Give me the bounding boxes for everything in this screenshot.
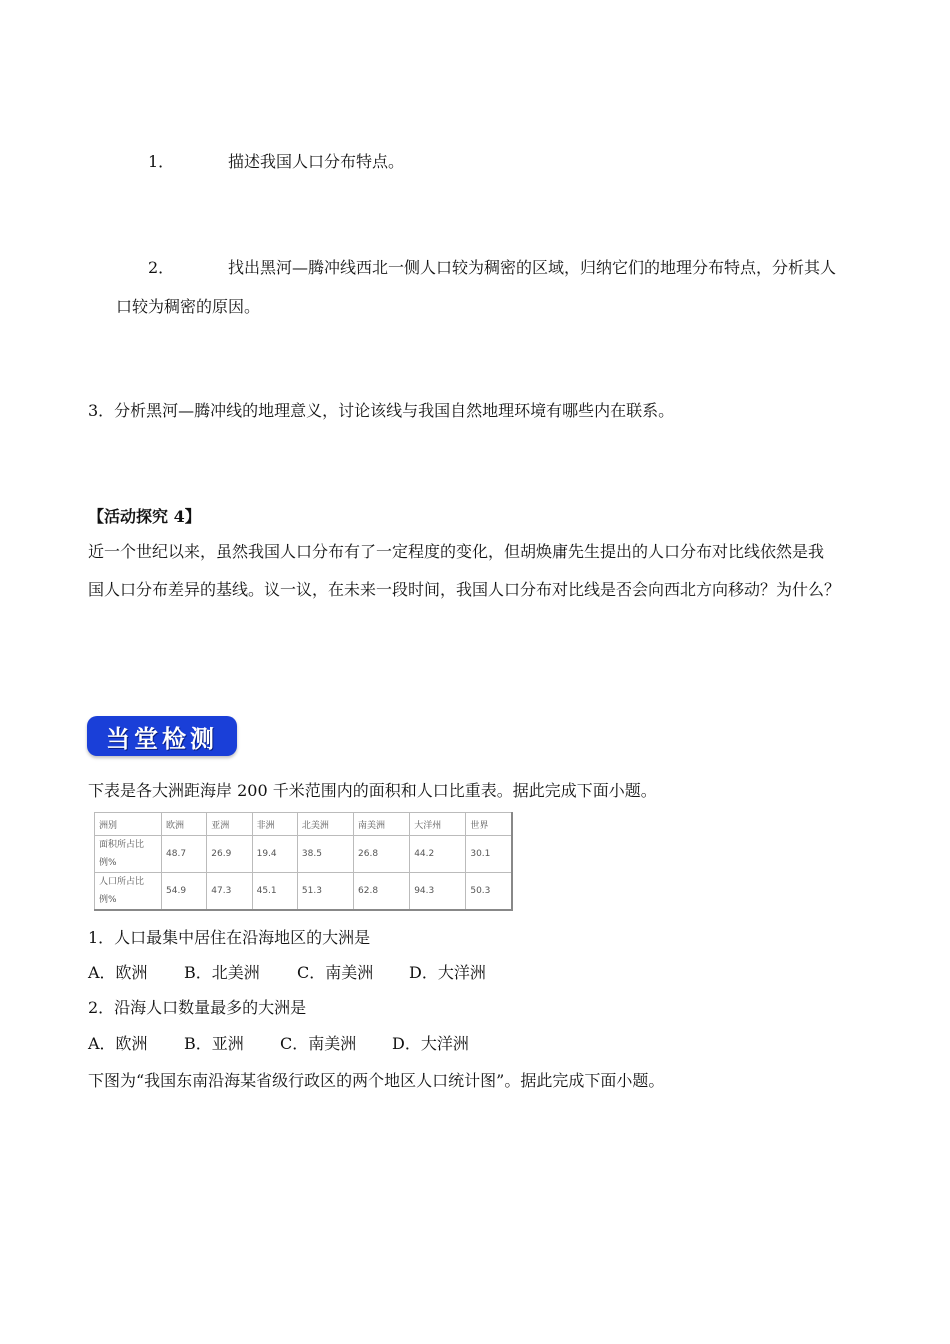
table-cell: 48.7 xyxy=(162,836,207,873)
question-2-text-line1: 找出黑河—腾冲线西北一侧人口较为稠密的区域，归纳它们的地理分布特点，分析其人 xyxy=(228,258,837,277)
mc-question-2-stem: 2．沿海人口数量最多的大洲是 xyxy=(88,998,307,1017)
table-header-row xyxy=(95,813,513,836)
question-3-text: 3．分析黑河—腾冲线的地理意义，讨论该线与我国自然地理环境有哪些内在联系。 xyxy=(88,401,675,420)
mc-question-1-options xyxy=(88,963,486,983)
table-cell: 26.8 xyxy=(354,836,410,873)
table-header-cell: 非洲 xyxy=(252,813,297,836)
table-header-cell: 北美洲 xyxy=(297,813,353,836)
table-cell: 44.2 xyxy=(410,836,466,873)
table-header-cell: 世界 xyxy=(466,813,512,836)
section-banner xyxy=(87,716,237,756)
activity-text-line1: 近一个世纪以来，虽然我国人口分布有了一定程度的变化，但胡焕庸先生提出的人口分布对比线依然是我 xyxy=(88,542,825,561)
continent-data-table xyxy=(94,812,513,911)
next-section-intro: 下图为“我国东南沿海某省级行政区的两个地区人口统计图”。据此完成下面小题。 xyxy=(88,1071,665,1090)
question-1-number: 1． xyxy=(148,152,175,171)
question-2-number: 2． xyxy=(148,258,175,277)
row-label-line2: 例% xyxy=(99,858,117,868)
table-cell: 47.3 xyxy=(207,873,252,911)
table-row-label xyxy=(95,836,162,873)
option-b: B．亚洲 xyxy=(184,1034,244,1053)
row-label-line2: 例% xyxy=(99,895,117,905)
option-b: B．北美洲 xyxy=(184,963,260,982)
table-cell: 45.1 xyxy=(252,873,297,911)
table-cell: 50.3 xyxy=(466,873,512,911)
question-1-text: 描述我国人口分布特点。 xyxy=(228,152,405,171)
activity-title: 【活动探究 4】 xyxy=(88,507,201,526)
row-label-line1: 人口所占比 xyxy=(99,877,145,887)
activity-text-line2: 国人口分布差异的基线。议一议，在未来一段时间，我国人口分布对比线是否会向西北方向移动？为什么？ xyxy=(88,580,841,599)
section-banner-label: 当堂检测 xyxy=(106,724,218,753)
option-a: A．欧洲 xyxy=(88,963,148,982)
option-c: C．南美洲 xyxy=(280,1034,357,1053)
table-row xyxy=(95,873,513,911)
table-intro: 下表是各大洲距海岸 200 千米范围内的面积和人口比重表。据此完成下面小题。 xyxy=(88,781,657,800)
option-d: D．大洋洲 xyxy=(392,1034,469,1053)
table-cell: 26.9 xyxy=(207,836,252,873)
table-header-cell: 欧洲 xyxy=(162,813,207,836)
question-2-text-line2: 口较为稠密的原因。 xyxy=(116,297,261,316)
table-cell: 30.1 xyxy=(466,836,512,873)
table-cell: 94.3 xyxy=(410,873,466,911)
option-a: A．欧洲 xyxy=(88,1034,148,1053)
table-row-label xyxy=(95,873,162,911)
option-c: C．南美洲 xyxy=(297,963,374,982)
table-header-cell: 南美洲 xyxy=(354,813,410,836)
table-cell: 19.4 xyxy=(252,836,297,873)
table-cell: 51.3 xyxy=(297,873,353,911)
table-cell: 62.8 xyxy=(354,873,410,911)
table-header-cell: 亚洲 xyxy=(207,813,252,836)
table-header-cell: 洲别 xyxy=(95,813,162,836)
row-label-line1: 面积所占比 xyxy=(99,840,145,850)
mc-question-2-options xyxy=(88,1034,469,1054)
table-cell: 54.9 xyxy=(162,873,207,911)
table-header-cell: 大洋州 xyxy=(410,813,466,836)
table-cell: 38.5 xyxy=(297,836,353,873)
mc-question-1-stem: 1．人口最集中居住在沿海地区的大洲是 xyxy=(88,928,371,947)
option-d: D．大洋洲 xyxy=(409,963,486,982)
table-row xyxy=(95,836,513,873)
